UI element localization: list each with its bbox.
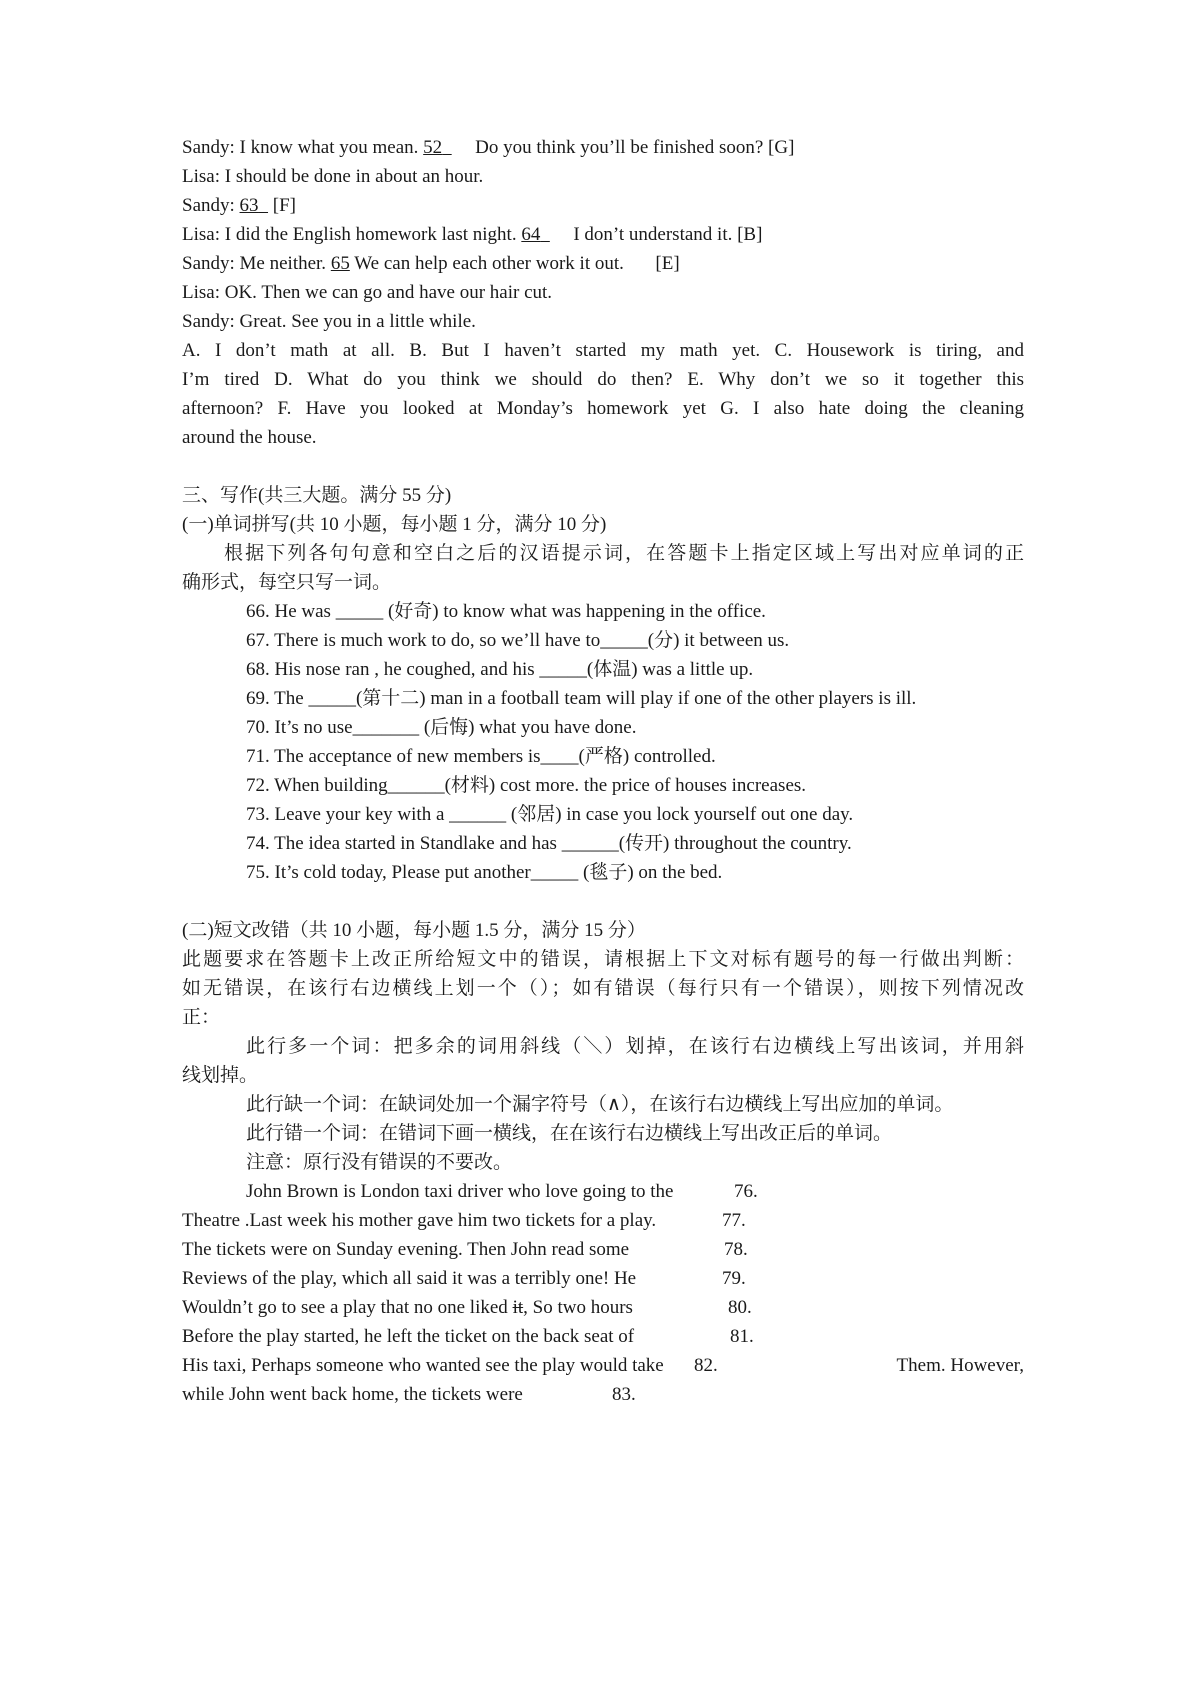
dialogue-line: Lisa: I should be done in about an hour. [182, 166, 484, 187]
dialogue-text: Do you think you’ll be finished soon? [G] [475, 137, 795, 158]
spelling-item: 75. It’s cold today, Please put another_____ (毯子) on the bed. [246, 862, 723, 883]
instruction-text: 此题要求在答题卡上改正所给短文中的错误，请根据上下文对标有题号的每一行做出判断： [182, 949, 1024, 970]
passage-line: John Brown is London taxi driver who love going to the [246, 1181, 674, 1202]
spelling-item: 69. The _____(第十二) man in a football team will play if one of the other players is ill. [246, 688, 917, 709]
dialogue-line: Lisa: OK. Then we can go and have our hair cut. [182, 282, 553, 303]
spelling-item: 72. When building______(材料) cost more. the price of houses increases. [246, 775, 807, 796]
line-number: 80. [728, 1297, 752, 1318]
answer-key: [F] [272, 195, 297, 216]
answer-blank-64: 64 [521, 224, 541, 245]
dialogue-text: I know what you mean. [239, 137, 419, 158]
line-number: 79. [722, 1268, 746, 1289]
speaker: Sandy: [182, 195, 235, 216]
section-heading: 三、写作(共三大题。满分 55 分) [182, 485, 452, 506]
answer-blank-63: 63 [239, 195, 259, 216]
passage-line: Reviews of the play, which all said it was a terribly one! He [182, 1268, 637, 1289]
dialogue-text: Sandy: Me neither. [182, 253, 327, 274]
answer-blank-52: 52 [423, 137, 443, 158]
rule-text: 线划掉。 [182, 1065, 259, 1086]
dialogue-line-64 [182, 223, 762, 247]
rule-text: 此行缺一个词：在缺词处加一个漏字符号（∧），在该行右边横线上写出应加的单词。 [246, 1094, 954, 1115]
speaker: Sandy: [182, 137, 235, 158]
answer-blank-65: 65 [330, 253, 350, 274]
line-number: 77. [722, 1210, 746, 1231]
passage-line: The tickets were on Sunday evening. Then John read some [182, 1239, 630, 1260]
dialogue-line-65 [182, 252, 680, 276]
line-number: 82. [694, 1355, 718, 1376]
part-heading: (一)单词拼写(共 10 小题，每小题 1 分，满分 10 分) [182, 514, 607, 535]
options-line: I’m tired D. What do you think we should do then? E. Why don’t we so it together this [182, 369, 1024, 390]
passage-line: Wouldn’t go to see a play that no one liked it, So two hours [182, 1297, 633, 1318]
passage-line: His taxi, Perhaps someone who wanted see the play would take [182, 1355, 664, 1376]
part-heading: (二)短文改错（共 10 小题，每小题 1.5 分，满分 15 分） [182, 920, 646, 941]
passage-line: Theatre .Last week his mother gave him two tickets for a play. [182, 1210, 657, 1231]
spelling-item: 66. He was _____ (好奇) to know what was happening in the office. [246, 601, 766, 622]
spelling-item: 70. It’s no use_______ (后悔) what you have done. [246, 717, 637, 738]
spelling-item: 73. Leave your key with a ______ (邻居) in case you lock yourself out one day. [246, 804, 854, 825]
instruction-text: 正： [182, 1007, 221, 1028]
spelling-item: 74. The idea started in Standlake and has ______(传开) throughout the country. [246, 833, 852, 854]
dialogue-text: We can help each other work it out. [354, 253, 624, 274]
dialogue-line-52 [182, 136, 794, 160]
line-number: 76. [734, 1181, 758, 1202]
dialogue-line: Sandy: Great. See you in a little while. [182, 311, 476, 332]
passage-line: while John went back home, the tickets were [182, 1384, 523, 1405]
dialogue-line-63 [182, 194, 296, 218]
spelling-item: 68. His nose ran , he coughed, and his _____(体温) was a little up. [246, 659, 754, 680]
dialogue-text: Lisa: I did the English homework last night. [182, 224, 517, 245]
line-number: 81. [730, 1326, 754, 1347]
options-line: around the house. [182, 427, 317, 448]
note-text: 注意：原行没有错误的不要改。 [246, 1152, 513, 1173]
options-line: afternoon? F. Have you looked at Monday’s homework yet G. I also hate doing the cleaning [182, 398, 1024, 419]
instruction-text: 如无错误，在该行右边横线上划一个（）；如有错误（每行只有一个错误），则按下列情况改 [182, 978, 1024, 999]
rule-text: 此行错一个词：在错词下画一横线，在在该行右边横线上写出改正后的单词。 [246, 1123, 893, 1144]
instruction-text: 确形式，每空只写一词。 [182, 572, 392, 593]
spelling-item: 67. There is much work to do, so we’ll have to_____(分) it between us. [246, 630, 790, 651]
instruction-text: 根据下列各句句意和空白之后的汉语提示词，在答题卡上指定区域上写出对应单词的正 [224, 543, 1024, 564]
options-line: A. I don’t math at all. B. But I haven’t started my math yet. C. Housework is tiring, and [182, 340, 1024, 361]
dialogue-text: I don’t understand it. [B] [573, 224, 763, 245]
answer-key: [E] [655, 253, 680, 274]
rule-text: 此行多一个词：把多余的词用斜线（＼）划掉，在该行右边横线上写出该词，并用斜 [246, 1036, 1024, 1057]
line-number: 78. [724, 1239, 748, 1260]
struck-word: it [512, 1297, 524, 1318]
spelling-item: 71. The acceptance of new members is____(严格) controlled. [246, 746, 716, 767]
passage-line: Before the play started, he left the ticket on the back seat of [182, 1326, 635, 1347]
passage-continuation: Them. However, [896, 1355, 1024, 1376]
line-number: 83. [612, 1384, 636, 1405]
